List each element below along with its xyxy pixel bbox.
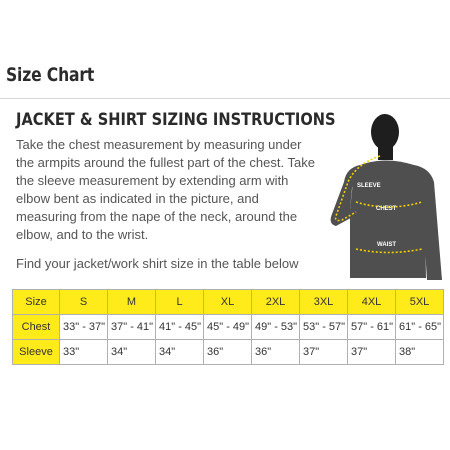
sleeve-value-cell: 33" — [60, 340, 108, 365]
size-header-cell: 5XL — [396, 290, 444, 315]
chest-value-cell: 37" - 41" — [108, 315, 156, 340]
chest-value-cell: 45" - 49" — [204, 315, 252, 340]
size-header-cell: 3XL — [300, 290, 348, 315]
sleeve-value-cell: 37" — [348, 340, 396, 365]
table-prompt-text: Find your jacket/work shirt size in the table below — [16, 256, 299, 271]
sleeve-value-cell: 37" — [300, 340, 348, 365]
instructions-text: Take the chest measurement by measuring under the armpits around the fullest part of the chest. Take the sleeve measurement by extending arm with elbow bent as indicated in the picture, and measuring from the nape of the neck, around the elbow, and to the wrist. — [16, 137, 315, 242]
chest-label: CHEST — [376, 206, 397, 212]
size-table — [12, 289, 444, 365]
figure-head — [371, 114, 399, 150]
page-title: Size Chart — [6, 64, 95, 86]
size-header-cell: L — [156, 290, 204, 315]
sleeve-value-cell: 34" — [156, 340, 204, 365]
row-label-chest: Chest — [13, 315, 60, 340]
sleeve-value-cell: 34" — [108, 340, 156, 365]
figure-neck — [378, 146, 393, 160]
chest-value-cell: 61" - 65" — [396, 315, 444, 340]
sleeve-value-cell: 38" — [396, 340, 444, 365]
chest-value-cell: 53" - 57" — [300, 315, 348, 340]
sleeve-row — [13, 340, 444, 365]
chest-value-cell: 57" - 61" — [348, 315, 396, 340]
size-header-cell: 2XL — [252, 290, 300, 315]
size-header-cell: 4XL — [348, 290, 396, 315]
size-header-label: Size — [13, 290, 60, 315]
chest-row — [13, 315, 444, 340]
size-header-cell: S — [60, 290, 108, 315]
measurement-figure — [310, 110, 450, 280]
sleeve-label: SLEEVE — [357, 183, 381, 189]
chest-value-cell: 33" - 37" — [60, 315, 108, 340]
sleeve-value-cell: 36" — [204, 340, 252, 365]
section-heading: JACKET & SHIRT SIZING INSTRUCTIONS — [16, 110, 336, 130]
size-header-cell: M — [108, 290, 156, 315]
chest-value-cell: 49" - 53" — [252, 315, 300, 340]
size-header-cell: XL — [204, 290, 252, 315]
chest-value-cell: 41" - 45" — [156, 315, 204, 340]
title-divider — [0, 98, 450, 99]
figure-torso — [350, 161, 426, 279]
size-header-row — [13, 290, 444, 315]
row-label-sleeve: Sleeve — [13, 340, 60, 365]
waist-label: WAIST — [377, 242, 396, 248]
sleeve-value-cell: 36" — [252, 340, 300, 365]
